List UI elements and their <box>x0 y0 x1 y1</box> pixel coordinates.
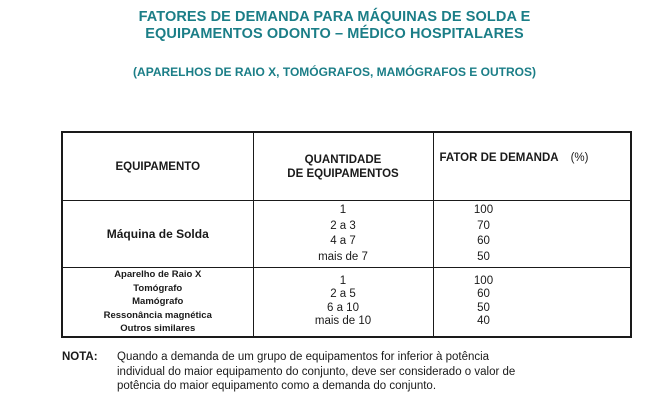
factor-value: 60 <box>477 235 490 247</box>
quantity-value: 2 a 3 <box>330 219 356 232</box>
table-row-maquina-de-solda <box>62 201 631 268</box>
page-subtitle: (APARELHOS DE RAIO X, TOMÓGRAFOS, MAMÓGRAFOS E OUTROS) <box>133 65 536 79</box>
header-fator-unit: (%) <box>570 152 589 164</box>
table-header-row <box>62 132 631 201</box>
page-title-line-2: EQUIPAMENTOS ODONTO – MÉDICO HOSPITALARES <box>145 26 524 42</box>
factor-value: 100 <box>473 274 494 287</box>
demand-factor-table <box>61 131 632 338</box>
table-row-medico-hospitalar <box>62 268 631 337</box>
equipment-cell <box>62 268 253 337</box>
header-fator-label: FATOR DE DEMANDA <box>439 152 559 164</box>
factor-value: 50 <box>477 301 490 314</box>
quantity-cell <box>253 201 433 268</box>
note-line: potência do maior equipamento como a demanda do conjunto. <box>117 380 437 392</box>
header-equipamento-label: EQUIPAMENTO <box>115 160 201 173</box>
page-title-line-1: FATORES DE DEMANDA PARA MÁQUINAS DE SOLDA E <box>138 9 531 25</box>
factor-value: 50 <box>477 250 490 263</box>
equipment-name: Ressonância magnética <box>103 309 212 321</box>
factor-cell <box>433 201 631 268</box>
quantity-value: mais de 10 <box>314 315 372 328</box>
equipment-name: Mamógrafo <box>132 296 184 307</box>
quantity-cell <box>253 268 433 337</box>
note-text <box>117 350 669 394</box>
factor-value: 70 <box>477 219 490 232</box>
note-line: individual do maior equipamento do conjunto, deve ser considerado o valor de <box>117 365 516 378</box>
quantity-value: 1 <box>339 274 347 287</box>
factor-cell <box>433 268 631 337</box>
factor-value: 60 <box>477 288 490 301</box>
quantity-value: mais de 7 <box>318 250 368 263</box>
quantity-value: 4 a 7 <box>330 235 356 247</box>
note-line: Quando a demanda de um grupo de equipamentos for inferior à potência <box>117 351 490 363</box>
header-quantidade <box>253 132 433 201</box>
quantity-value: 1 <box>339 204 347 216</box>
equipment-cell <box>62 201 253 268</box>
factor-value: 100 <box>473 204 494 216</box>
quantity-value: 2 a 5 <box>330 288 356 301</box>
header-quantidade-line-2: DE EQUIPAMENTOS <box>287 167 399 180</box>
equipment-name: Tomógrafo <box>133 282 183 294</box>
header-fator <box>433 132 631 201</box>
factor-value: 40 <box>477 315 490 328</box>
equipment-name: Aparelho de Raio X <box>114 269 202 280</box>
equipment-name: Outros similares <box>120 323 196 334</box>
header-equipamento <box>62 132 253 201</box>
header-quantidade-line-1: QUANTIDADE <box>304 153 382 166</box>
quantity-value: 6 a 10 <box>327 301 359 314</box>
note-label: NOTA: <box>62 351 98 363</box>
equipment-name: Máquina de Solda <box>106 227 209 241</box>
